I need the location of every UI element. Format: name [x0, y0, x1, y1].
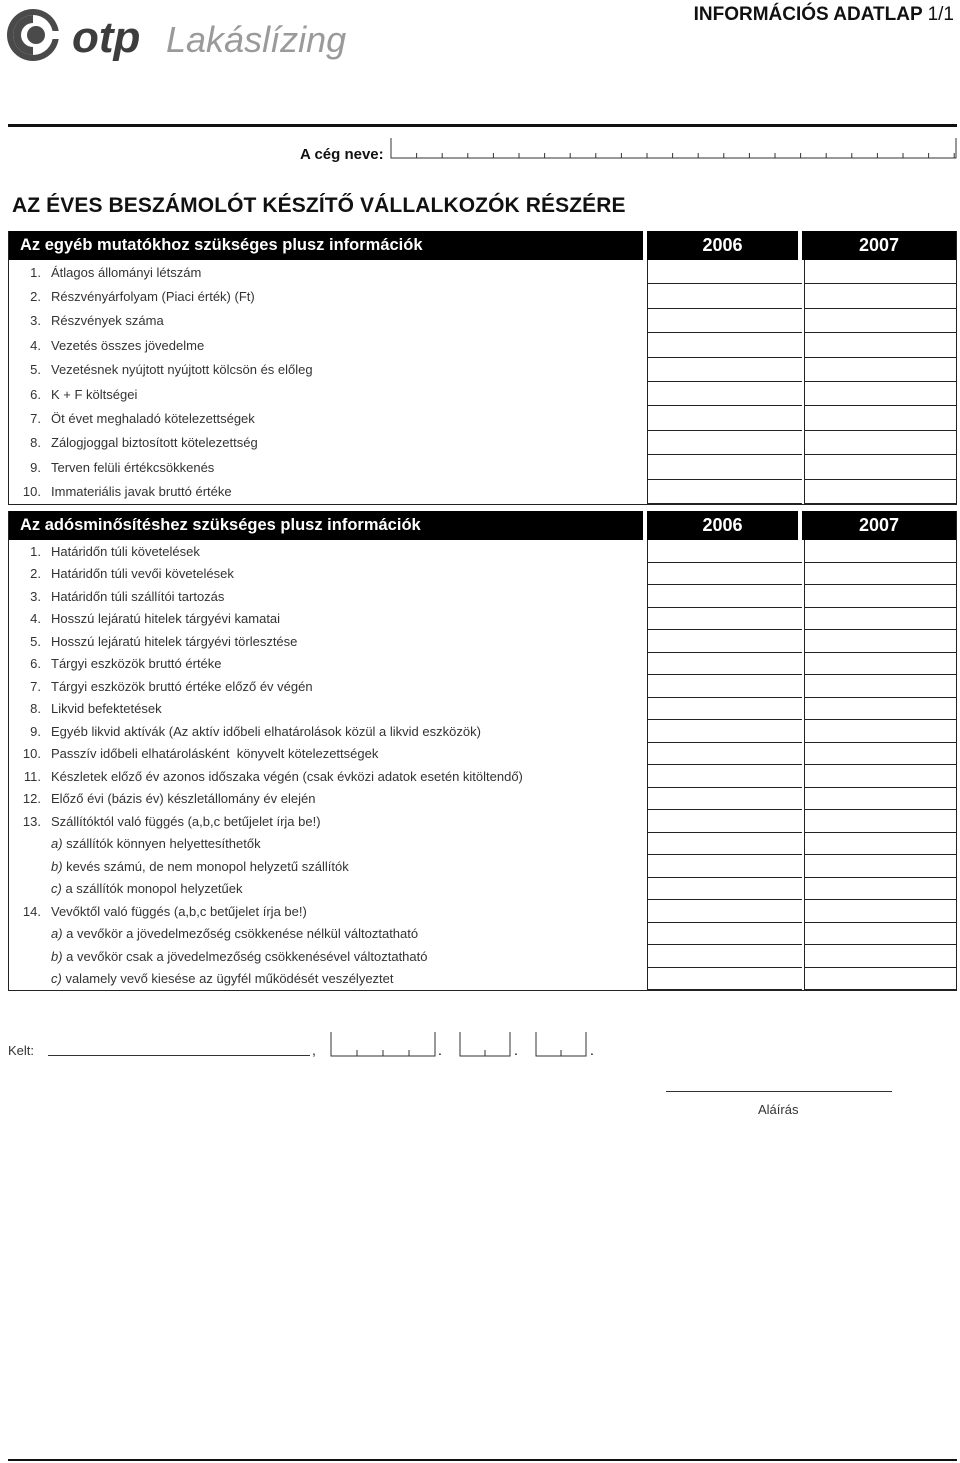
input-cell-2006[interactable]	[647, 675, 802, 698]
table-row	[9, 698, 956, 721]
row-number: 1.	[30, 264, 41, 280]
row-label	[9, 358, 643, 382]
table-row	[9, 455, 956, 479]
row-label	[9, 833, 643, 856]
row-number: 6.	[30, 656, 41, 672]
input-cell-2006[interactable]	[647, 653, 802, 676]
table-body	[9, 540, 956, 990]
input-cell-2006[interactable]	[647, 765, 802, 788]
table-row	[9, 260, 956, 284]
row-label	[9, 563, 643, 586]
input-cell-2006[interactable]	[647, 455, 802, 479]
row-number: 3.	[30, 588, 41, 604]
input-cell-2006[interactable]	[647, 630, 802, 653]
row-text: Készletek előző év azonos időszaka végén (csak évközi adatok esetén kitöltendő)	[51, 768, 523, 784]
table-row	[9, 480, 956, 504]
table-row	[9, 675, 956, 698]
row-text: Tárgyi eszközök bruttó értéke	[51, 656, 222, 672]
doc-title	[694, 4, 954, 26]
year-2006-header: 2006	[643, 231, 798, 260]
row-text: Zálogjoggal biztosított kötelezettség	[51, 435, 258, 451]
row-label	[9, 878, 643, 901]
input-cell-2006[interactable]	[647, 900, 802, 923]
row-label	[9, 720, 643, 743]
input-cell-2007[interactable]	[804, 855, 956, 878]
input-cell-2007[interactable]	[804, 608, 956, 631]
row-text: Vezetésnek nyújtott nyújtott kölcsön és előleg	[51, 362, 313, 378]
otp-logo-mark	[7, 9, 60, 61]
row-text: Likvid befektetések	[51, 701, 162, 717]
input-cell-2007[interactable]	[804, 788, 956, 811]
page-indicator: 1/1	[927, 4, 954, 25]
row-letter: b)	[51, 948, 63, 964]
input-cell-2007[interactable]	[804, 540, 956, 563]
table-row	[9, 540, 956, 563]
row-text: kevés számú, de nem monopol helyzetű szállítók	[62, 858, 349, 874]
input-cell-2006[interactable]	[647, 788, 802, 811]
table-row	[9, 630, 956, 653]
row-number: 5.	[30, 633, 41, 649]
row-label	[9, 765, 643, 788]
table-row	[9, 563, 956, 586]
table-row	[9, 284, 956, 308]
input-cell-2006[interactable]	[647, 743, 802, 766]
row-text: Határidőn túli követelések	[51, 543, 200, 559]
row-number: 9.	[30, 459, 41, 475]
input-cell-2006[interactable]	[647, 585, 802, 608]
otp-logo	[6, 5, 366, 65]
input-cell-2007[interactable]	[804, 333, 956, 357]
input-cell-2007[interactable]	[804, 630, 956, 653]
comma: ,	[312, 1042, 316, 1058]
row-text: a vevőkör csak a jövedelmezőség csökkenésével változtatható	[62, 948, 428, 964]
input-cell-2006[interactable]	[647, 698, 802, 721]
row-label	[9, 540, 643, 563]
table-header	[9, 511, 956, 540]
table-row	[9, 743, 956, 766]
row-text: Részvényárfolyam (Piaci érték) (Ft)	[51, 289, 255, 305]
input-cell-2006[interactable]	[647, 945, 802, 968]
row-number: 10.	[22, 484, 41, 500]
input-cell-2006[interactable]	[647, 260, 802, 284]
input-cell-2007[interactable]	[804, 675, 956, 698]
input-cell-2006[interactable]	[647, 284, 802, 308]
row-text: Passzív időbeli elhatárolásként könyvelt kötelezettségek	[51, 746, 379, 762]
row-label	[9, 480, 643, 504]
row-text: K + F költségei	[51, 386, 138, 402]
row-text: a vevőkör a jövedelmezőség csökkenése nélkül változtatható	[62, 926, 419, 942]
date-sep: .	[514, 1042, 518, 1058]
signature-line[interactable]	[666, 1091, 892, 1092]
row-number: 6.	[30, 386, 41, 402]
table-row	[9, 382, 956, 406]
row-label	[9, 855, 643, 878]
row-label	[9, 653, 643, 676]
input-cell-2006[interactable]	[647, 855, 802, 878]
table-row	[9, 653, 956, 676]
table-row	[9, 923, 956, 946]
year-2007-header: 2007	[798, 231, 956, 260]
row-text: Szállítóktól való függés (a,b,c betűjelet írja be!)	[51, 813, 321, 829]
input-cell-2006[interactable]	[647, 382, 802, 406]
row-label	[9, 382, 643, 406]
extra-indicators-table	[8, 231, 957, 505]
row-letter: c)	[51, 971, 62, 987]
bottom-rule	[8, 1459, 957, 1461]
row-number: 11.	[23, 768, 41, 784]
row-number: 4.	[30, 337, 41, 353]
input-cell-2007[interactable]	[804, 810, 956, 833]
input-cell-2007[interactable]	[804, 260, 956, 284]
row-number: 7.	[30, 411, 41, 427]
input-cell-2007[interactable]	[804, 358, 956, 382]
row-number: 8.	[30, 701, 41, 717]
row-label	[9, 333, 643, 357]
input-cell-2007[interactable]	[804, 743, 956, 766]
table-row	[9, 833, 956, 856]
input-cell-2007[interactable]	[804, 833, 956, 856]
table-row	[9, 358, 956, 382]
row-label	[9, 675, 643, 698]
input-cell-2007[interactable]	[804, 382, 956, 406]
row-number: 7.	[30, 678, 41, 694]
date-sep: .	[438, 1042, 442, 1058]
row-text: Öt évet meghaladó kötelezettségek	[51, 411, 255, 427]
input-cell-2007[interactable]	[804, 945, 956, 968]
row-text: Vevőktől való függés (a,b,c betűjelet írja be!)	[51, 903, 307, 919]
input-cell-2007[interactable]	[804, 698, 956, 721]
kelt-label: Kelt:	[8, 1043, 35, 1058]
row-number: 10.	[22, 746, 41, 762]
table-body	[9, 260, 956, 504]
table-row	[9, 406, 956, 430]
row-label	[9, 810, 643, 833]
section-title: AZ ÉVES BESZÁMOLÓT KÉSZÍTŐ VÁLLALKOZÓK RÉSZÉRE	[12, 194, 626, 217]
row-label	[9, 284, 643, 308]
table-row	[9, 968, 956, 991]
row-text: Részvények száma	[51, 313, 164, 329]
row-label	[9, 743, 643, 766]
row-number: 3.	[30, 313, 41, 329]
input-cell-2006[interactable]	[647, 406, 802, 430]
table-row	[9, 720, 956, 743]
year-2006-header: 2006	[643, 511, 798, 540]
input-cell-2007[interactable]	[804, 923, 956, 946]
row-text: Vezetés összes jövedelme	[51, 337, 205, 353]
row-label	[9, 608, 643, 631]
credit-rating-table	[8, 511, 957, 991]
table-row	[9, 765, 956, 788]
table-row	[9, 585, 956, 608]
row-label	[9, 406, 643, 430]
table-header	[9, 231, 956, 260]
input-cell-2007[interactable]	[804, 563, 956, 586]
table-header-label: Az egyéb mutatókhoz szükséges plusz információk	[20, 236, 423, 254]
input-cell-2007[interactable]	[804, 309, 956, 333]
row-label	[9, 309, 643, 333]
row-letter: b)	[51, 858, 63, 874]
row-label	[9, 431, 643, 455]
input-cell-2006[interactable]	[647, 540, 802, 563]
row-text: a szállítók monopol helyzetűek	[61, 881, 243, 897]
input-cell-2006[interactable]	[647, 720, 802, 743]
input-cell-2007[interactable]	[804, 878, 956, 901]
row-letter: a)	[51, 926, 63, 942]
row-number: 8.	[30, 435, 41, 451]
row-text: Terven felüli értékcsökkenés	[51, 459, 215, 475]
table-row	[9, 608, 956, 631]
row-text: Immateriális javak bruttó értéke	[51, 484, 232, 500]
input-cell-2006[interactable]	[647, 810, 802, 833]
input-cell-2007[interactable]	[804, 431, 956, 455]
top-rule	[8, 124, 957, 127]
input-cell-2006[interactable]	[647, 608, 802, 631]
input-cell-2007[interactable]	[804, 480, 956, 504]
input-cell-2006[interactable]	[647, 968, 802, 991]
input-cell-2006[interactable]	[647, 923, 802, 946]
input-cell-2007[interactable]	[804, 284, 956, 308]
company-name-input[interactable]	[390, 136, 957, 160]
table-row	[9, 945, 956, 968]
table-row	[9, 431, 956, 455]
table-row	[9, 788, 956, 811]
row-number: 4.	[30, 611, 41, 627]
input-cell-2006[interactable]	[647, 431, 802, 455]
row-number: 2.	[30, 289, 41, 305]
date-sep: .	[590, 1042, 594, 1058]
doc-title-text: INFORMÁCIÓS ADATLAP	[693, 4, 923, 25]
row-number: 9.	[30, 723, 41, 739]
logo-text-main: otp	[72, 13, 141, 62]
row-text: Egyéb likvid aktívák (Az aktív időbeli elhatárolások közül a likvid eszközök)	[51, 723, 481, 739]
row-text: Hosszú lejáratú hitelek tárgyévi kamatai	[51, 611, 281, 627]
row-label	[9, 455, 643, 479]
row-label	[9, 788, 643, 811]
input-cell-2007[interactable]	[804, 765, 956, 788]
date-input[interactable]	[330, 1030, 610, 1060]
row-number: 1.	[30, 543, 41, 559]
logo-text-sub: Lakáslízing	[166, 19, 347, 60]
row-text: Határidőn túli vevői követelések	[51, 566, 234, 582]
input-cell-2007[interactable]	[804, 968, 956, 991]
row-text: valamely vevő kiesése az ügyfél működését veszélyeztet	[61, 971, 394, 987]
row-label	[9, 900, 643, 923]
row-number: 13.	[22, 813, 41, 829]
table-row	[9, 878, 956, 901]
row-text: Előző évi (bázis év) készletállomány év elején	[51, 791, 316, 807]
place-input[interactable]	[48, 1055, 310, 1056]
row-label	[9, 630, 643, 653]
row-label	[9, 968, 643, 991]
row-label	[9, 923, 643, 946]
row-label	[9, 585, 643, 608]
table-row	[9, 309, 956, 333]
input-cell-2007[interactable]	[804, 455, 956, 479]
row-letter: c)	[51, 881, 62, 897]
year-2007-header: 2007	[798, 511, 956, 540]
row-label	[9, 260, 643, 284]
table-row	[9, 855, 956, 878]
table-row	[9, 333, 956, 357]
input-cell-2006[interactable]	[647, 358, 802, 382]
signature-label: Aláírás	[758, 1102, 799, 1117]
input-cell-2006[interactable]	[647, 309, 802, 333]
table-row	[9, 810, 956, 833]
row-text: Tárgyi eszközök bruttó értéke előző év végén	[51, 678, 313, 694]
input-cell-2006[interactable]	[647, 833, 802, 856]
input-cell-2007[interactable]	[804, 653, 956, 676]
row-text: Hosszú lejáratú hitelek tárgyévi törlesztése	[51, 633, 298, 649]
row-number: 5.	[30, 362, 41, 378]
input-cell-2007[interactable]	[804, 900, 956, 923]
table-row	[9, 900, 956, 923]
row-text: szállítók könnyen helyettesíthetők	[62, 836, 261, 852]
row-number: 14.	[22, 903, 41, 919]
input-cell-2007[interactable]	[804, 406, 956, 430]
row-text: Határidőn túli szállítói tartozás	[51, 588, 225, 604]
input-cell-2007[interactable]	[804, 585, 956, 608]
input-cell-2006[interactable]	[647, 480, 802, 504]
row-number: 2.	[30, 566, 41, 582]
table-header-label: Az adósminősítéshez szükséges plusz információk	[20, 516, 421, 534]
input-cell-2006[interactable]	[647, 333, 802, 357]
row-text: Átlagos állományi létszám	[51, 264, 202, 280]
row-number: 12.	[22, 791, 41, 807]
input-cell-2007[interactable]	[804, 720, 956, 743]
input-cell-2006[interactable]	[647, 878, 802, 901]
row-label	[9, 698, 643, 721]
input-cell-2006[interactable]	[647, 563, 802, 586]
row-letter: a)	[51, 836, 63, 852]
row-label	[9, 945, 643, 968]
company-name-label: A cég neve:	[300, 146, 384, 163]
